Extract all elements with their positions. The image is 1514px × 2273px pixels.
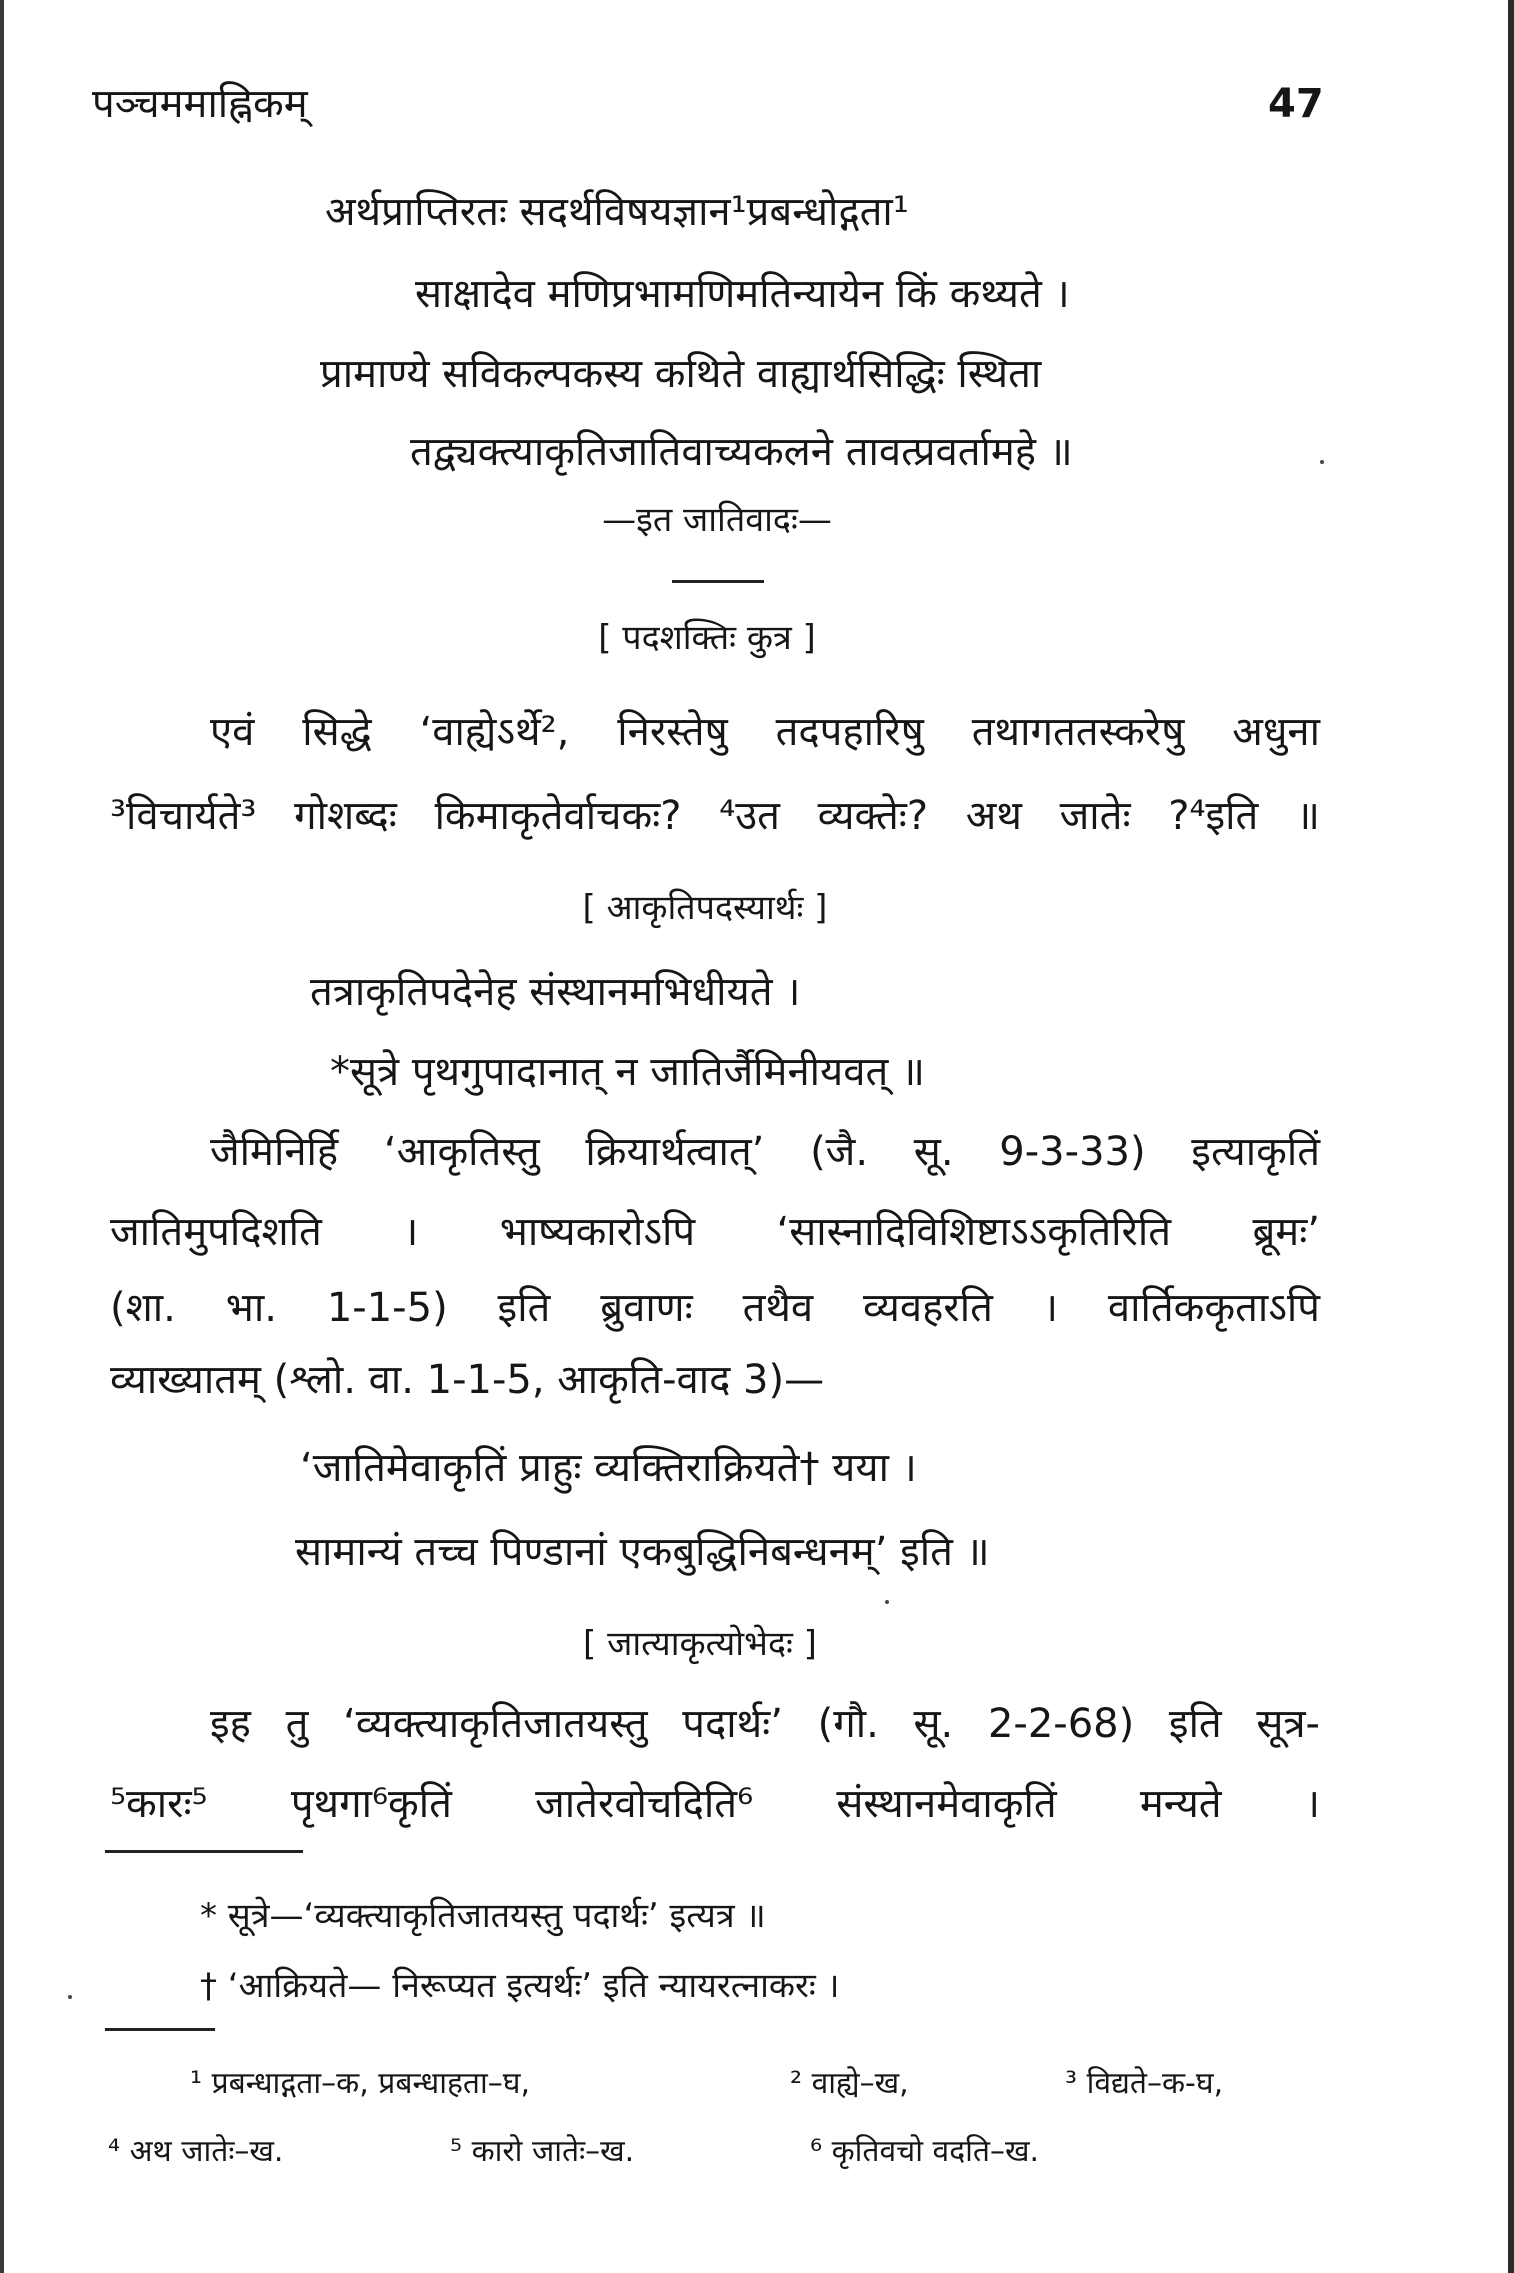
para3-line-2: ⁵कारः⁵ पृथगा⁶कृतिं जातेरवोचदिति⁶ संस्थानमेवाकृतिं मन्यते । xyxy=(110,1781,1320,1827)
verse3-line-1: ‘जातिमेवाकृतिं प्राहुः व्यक्तिराक्रियते† यया । xyxy=(300,1445,917,1491)
footnote-3: ³ विद्यते–क-घ, xyxy=(1065,2066,1224,2101)
verse1-line-2: साक्षादेव मणिप्रभामणिमतिन्यायेन किं कथ्यते । xyxy=(415,271,1070,317)
verse3-line-2: सामान्यं तच्च पिण्डानां एकबुद्धिनिबन्धनम्’ इति ॥ xyxy=(295,1529,990,1575)
para2-line-3: (शा. भा. 1-1-5) इति ब्रुवाणः तथैव व्यवहरति । वार्तिककृताऽपि xyxy=(110,1285,1320,1331)
scan-speck xyxy=(68,1995,72,1999)
notes-divider xyxy=(105,1850,303,1853)
verse1-line-4: तद्व्यक्त्याकृतिजातिवाच्यकलने तावत्प्रवर्तामहे ॥ xyxy=(410,429,1073,475)
page-number: 47 xyxy=(1268,81,1324,127)
para2-line-4: व्याख्यातम् (श्लो. वा. 1-1-5, आकृति-वाद 3)— xyxy=(110,1357,825,1403)
verse1-line-1: अर्थप्राप्तिरतः सदर्थविषयज्ञान¹प्रबन्धोद्गता¹ xyxy=(325,189,909,235)
verse2-line-2: *सूत्रे पृथगुपादानात् न जातिर्जैमिनीयवत् ॥ xyxy=(330,1049,925,1095)
footnote-2: ² वाह्ये–ख, xyxy=(790,2066,909,2101)
heading-padashakti: [ पदशक्तिः कुत्र ] xyxy=(598,618,816,658)
section-divider xyxy=(672,580,764,583)
note-asterisk: * सूत्रे—‘व्यक्त्याकृतिजातयस्तु पदार्थः’ इत्यत्र ॥ xyxy=(200,1896,766,1936)
footnote-5: ⁵ कारो जातेः–ख. xyxy=(450,2134,635,2169)
para3-line-1: इह तु ‘व्यक्त्याकृतिजातयस्तु पदार्थः’ (गौ. सू. 2-2-68) इति सूत्र- xyxy=(210,1701,1320,1747)
footnotes-divider xyxy=(105,2028,215,2031)
scan-edge-left xyxy=(0,0,4,2273)
footnote-4: ⁴ अथ जातेः–ख. xyxy=(108,2134,284,2169)
note-dagger: † ‘आक्रियते— निरूप्यत इत्यर्थः’ इति न्यायरत्नाकरः । xyxy=(200,1966,840,2006)
heading-akritipada: [ आकृतिपदस्यार्थः ] xyxy=(582,888,828,928)
verse2-line-1: तत्राकृतिपदेनेह संस्थानमभिधीयते । xyxy=(310,969,801,1015)
scan-speck xyxy=(885,1600,889,1604)
scan-speck xyxy=(1320,460,1324,464)
para2-line-1: जैमिनिर्हि ‘आकृतिस्तु क्रियार्थत्वात्’ (जै. सू. 9-3-33) इत्याकृतिं xyxy=(210,1129,1320,1175)
section-end-marker: —इत जातिवादः— xyxy=(602,500,832,540)
para2-line-2: जातिमुपदिशति । भाष्यकारोऽपि ‘सास्नादिविशिष्टाऽऽकृतिरिति ब्रूमः’ xyxy=(110,1209,1320,1255)
para1-line-1: एवं सिद्धे ‘वाह्येऽर्थे², निरस्तेषु तदपहारिषु तथागततस्करेषु अधुना xyxy=(210,709,1320,755)
footnote-6: ⁶ कृतिवचो वदति–ख. xyxy=(810,2134,1040,2169)
verse1-line-3: प्रामाण्ये सविकल्पकस्य कथिते वाह्यार्थसिद्धिः स्थिता xyxy=(320,351,1042,397)
scan-edge-right xyxy=(1508,0,1514,2273)
running-title: पञ्चममाह्निकम् xyxy=(92,81,308,127)
heading-jatyakriti-bheda: [ जात्याकृत्योभेदः ] xyxy=(583,1624,817,1664)
footnote-1: ¹ प्रबन्धाद्गता–क, प्रबन्धाहता–घ, xyxy=(190,2066,531,2101)
para1-line-2: ³विचार्यते³ गोशब्दः किमाकृतेर्वाचकः? ⁴उत व्यक्तेः? अथ जातेः ?⁴इति ॥ xyxy=(110,793,1320,839)
